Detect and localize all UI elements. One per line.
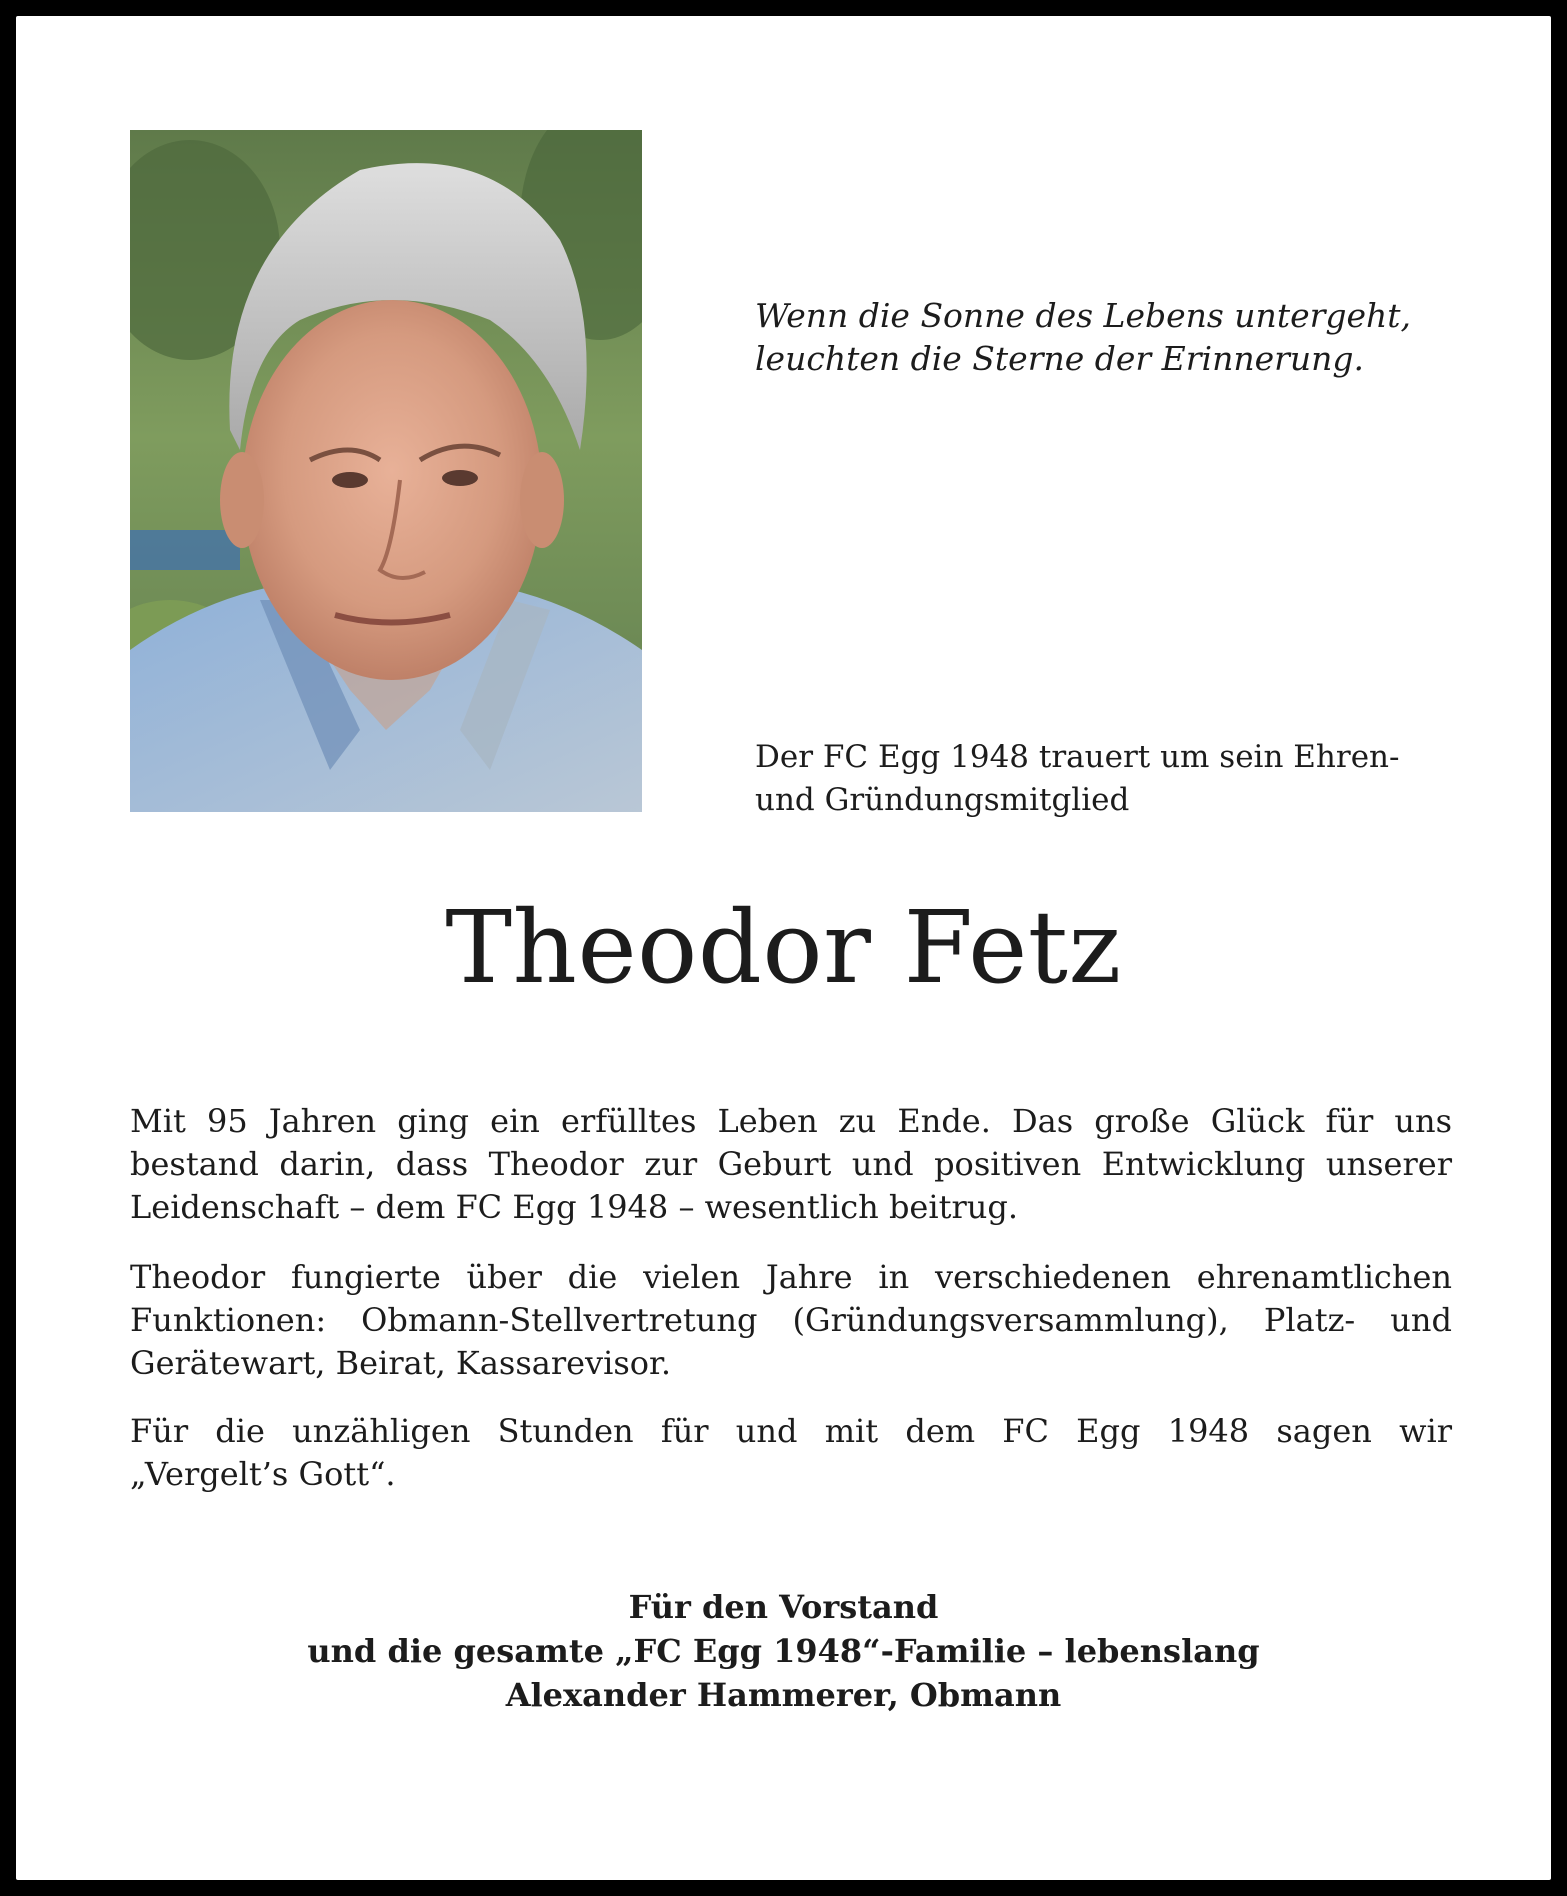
signature-block <box>16 1585 1551 1717</box>
signature-line-1: Für den Vorstand <box>628 1588 939 1626</box>
memorial-quote <box>755 294 1475 380</box>
signature-line-3: Alexander Hammerer, Obmann <box>505 1676 1062 1714</box>
quote-line-2: leuchten die Sterne der Erinnerung. <box>755 339 1365 378</box>
club-announcement <box>755 736 1475 822</box>
paragraph-line: Gerätewart, Beirat, Kassarevisor. <box>130 1344 671 1382</box>
paragraph-thanks <box>130 1410 1452 1496</box>
announcement-line-1: Der FC Egg 1948 trauert um sein Ehren- <box>755 739 1400 775</box>
portrait-photo <box>130 130 642 812</box>
paragraph-life <box>130 1100 1452 1229</box>
deceased-name: Theodor Fetz <box>445 889 1122 1006</box>
quote-line-1: Wenn die Sonne des Lebens untergeht, <box>755 296 1412 335</box>
paragraph-line: Mit 95 Jahren ging ein erfülltes Leben zu Ende. Das große Glück für uns <box>130 1102 1452 1140</box>
paragraph-line: Für die unzähligen Stunden für und mit dem FC Egg 1948 sagen wir <box>130 1412 1452 1450</box>
paragraph-line: bestand darin, dass Theodor zur Geburt und positiven Entwicklung unserer <box>130 1145 1452 1183</box>
announcement-line-2: und Gründungsmitglied <box>755 782 1130 818</box>
paragraph-functions <box>130 1256 1452 1385</box>
paragraph-line: „Vergelt’s Gott“. <box>130 1455 396 1493</box>
paragraph-line: Funktionen: Obmann-Stellvertretung (Gründungsversammlung), Platz- und <box>130 1301 1452 1339</box>
obituary-page <box>16 16 1551 1880</box>
paragraph-line: Leidenschaft – dem FC Egg 1948 – wesentlich beitrug. <box>130 1188 1019 1226</box>
paragraph-line: Theodor fungierte über die vielen Jahre in verschiedenen ehrenamtlichen <box>130 1258 1452 1296</box>
signature-line-2: und die gesamte „FC Egg 1948“-Familie – lebenslang <box>307 1632 1260 1670</box>
